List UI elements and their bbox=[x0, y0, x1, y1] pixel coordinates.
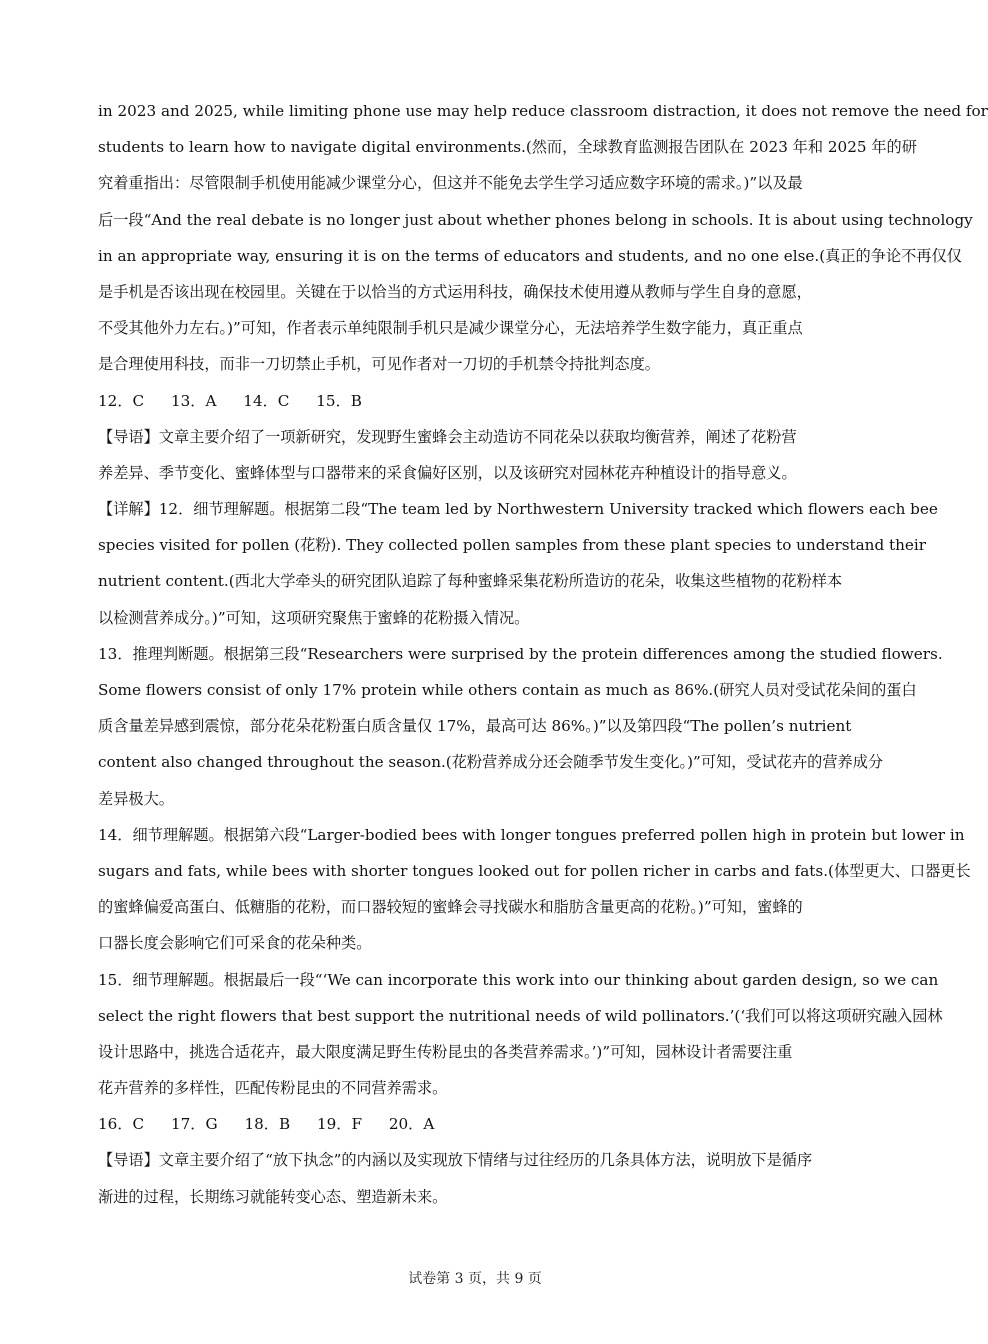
text-line: 【详解】12．细节理解题。根据第二段“The team led by Northwestern University tracked which flowers each bee bbox=[98, 500, 938, 519]
text-line: 【导语】文章主要介绍了“放下执念”的内涵以及实现放下情绪与过往经历的几条具体方法，说明放下是循序 bbox=[98, 1151, 813, 1170]
answer-19: 19．F bbox=[316, 1115, 363, 1134]
text-line: 究着重指出：尽管限制手机使用能减少课堂分心，但这并不能免去学生学习适应数字环境的需求。)”以及最 bbox=[98, 174, 803, 193]
page-footer: 试卷第 3 页，共 9 页 bbox=[408, 1271, 542, 1287]
text-line: 差异极大。 bbox=[98, 789, 174, 808]
text-line: 【导语】文章主要介绍了一项新研究，发现野生蜜蜂会主动造访不同花朵以获取均衡营养，阐述了花粉营 bbox=[98, 427, 797, 446]
text-line: 不受其他外力左右。)”可知，作者表示单纯限制手机只是减少课堂分心，无法培养学生数字能力，真正重点 bbox=[98, 319, 803, 338]
answer-20: 20．A bbox=[388, 1115, 435, 1134]
document-body bbox=[98, 93, 988, 1215]
text-line: nutrient content.(西北大学牵头的研究团队追踪了每种蜜蜂采集花粉所造访的花朵，收集这些植物的花粉样本 bbox=[98, 572, 843, 591]
text-line: Some flowers consist of only 17% protein while others contain as much as 86%.(研究人员对受试花朵间的蛋白 bbox=[98, 681, 917, 699]
text-line: in an appropriate way, ensuring it is on the terms of educators and students, and no one else.(真正的争论不再仅仅 bbox=[98, 246, 962, 265]
text-line: species visited for pollen (花粉). They collected pollen samples from these plant species to understand their bbox=[98, 536, 926, 555]
answer-15: 15．B bbox=[316, 391, 362, 410]
text-line: select the right flowers that best support the nutritional needs of wild pollinators.’(‘我们可以将这项研究融入园林 bbox=[98, 1006, 943, 1025]
text-line: 花卉营养的多样性，匹配传粉昆虫的不同营养需求。 bbox=[98, 1079, 448, 1098]
answer-key-12-15 bbox=[98, 383, 858, 419]
answer-18: 18．B bbox=[244, 1115, 291, 1134]
answer-16: 16．C bbox=[98, 1115, 145, 1134]
text-line: 的蜜蜂偏爱高蛋白、低糖脂的花粉，而口器较短的蜜蜂会寻找碳水和脂肪含量更高的花粉。)”可知，蜜蜂的 bbox=[98, 898, 803, 917]
text-line: 以检测营养成分。)”可知，这项研究聚焦于蜜蜂的花粉摄入情况。 bbox=[98, 608, 530, 627]
text-line: 14．细节理解题。根据第六段“Larger-bodied bees with longer tongues preferred pollen high in protein but lower in bbox=[98, 825, 965, 844]
answer-14: 14．C bbox=[243, 391, 290, 410]
text-line: 后一段“And the real debate is no longer just about whether phones belong in schools. It is about using technology bbox=[98, 210, 973, 229]
text-line: 是手机是否该出现在校园里。关键在于以恰当的方式运用科技，确保技术使用遵从教师与学生自身的意愿， bbox=[98, 282, 812, 301]
answer-key-16-20 bbox=[98, 1106, 858, 1142]
text-line: 质含量差异感到震惊，部分花朵花粉蛋白质含量仅 17%，最高可达 86%。)”以及第四段“The pollen’s nutrient bbox=[98, 717, 852, 736]
text-line: sugars and fats, while bees with shorter tongues looked out for pollen richer in carbs and fats.(体型更大、口器更长 bbox=[98, 861, 971, 880]
text-line: 养差异、季节变化、蜜蜂体型与口器带来的采食偏好区别，以及该研究对园林花卉种植设计的指导意义。 bbox=[98, 463, 797, 482]
text-line: 渐进的过程，长期练习就能转变心态、塑造新未来。 bbox=[98, 1187, 448, 1206]
answer-13: 13．A bbox=[170, 391, 217, 410]
text-line: 13．推理判断题。根据第三段“Researchers were surprised by the protein differences among the studied flowers. bbox=[98, 644, 943, 663]
text-line: 设计思路中，挑选合适花卉，最大限度满足野生传粉昆虫的各类营养需求。’)”可知，园林设计者需要注重 bbox=[98, 1042, 793, 1061]
answer-12: 12．C bbox=[98, 391, 145, 410]
text-line: 是合理使用科技，而非一刀切禁止手机，可见作者对一刀切的手机禁令持批判态度。 bbox=[98, 355, 660, 374]
text-line: students to learn how to navigate digital environments.(然而，全球教育监测报告团队在 2023 年和 2025 年的研 bbox=[98, 138, 917, 157]
text-line: content also changed throughout the season.(花粉营养成分还会随季节发生变化。)”可知，受试花卉的营养成分 bbox=[98, 753, 884, 772]
text-line: 口器长度会影响它们可采食的花朵种类。 bbox=[98, 934, 372, 953]
text-line: in 2023 and 2025, while limiting phone use may help reduce classroom distraction, it does not remove the need for bbox=[98, 102, 988, 120]
text-line: 15．细节理解题。根据最后一段“‘We can incorporate this work into our thinking about garden design, so we can bbox=[98, 970, 939, 989]
answer-17: 17．G bbox=[170, 1115, 218, 1134]
